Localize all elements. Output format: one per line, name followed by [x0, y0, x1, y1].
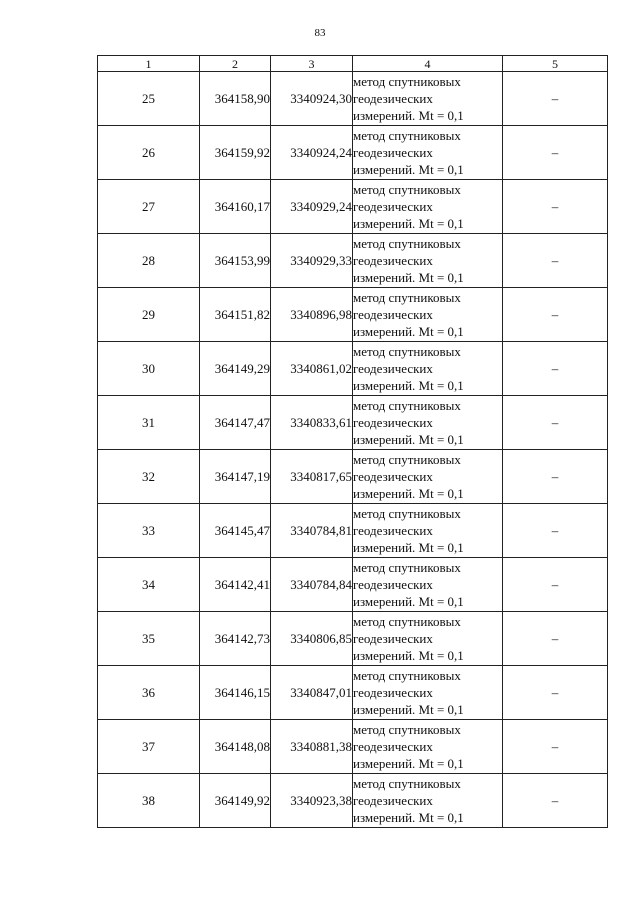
table-row	[98, 288, 608, 342]
point-number-cell: 28	[98, 234, 200, 288]
header-col-5: 5	[503, 56, 608, 72]
point-number-cell: 38	[98, 774, 200, 828]
y-coordinate-cell: 3340896,98	[271, 288, 353, 342]
y-coordinate-cell: 3340847,01	[271, 666, 353, 720]
coordinates-table	[97, 55, 608, 828]
method-cell	[353, 342, 503, 396]
method-line: измерений. Mt = 0,1	[353, 702, 464, 717]
point-number-cell: 37	[98, 720, 200, 774]
method-line: измерений. Mt = 0,1	[353, 810, 464, 825]
method-line: геодезических	[353, 523, 433, 538]
x-coordinate-cell: 364151,82	[200, 288, 271, 342]
method-line: метод спутниковых	[353, 344, 461, 359]
y-coordinate-cell: 3340861,02	[271, 342, 353, 396]
header-col-4: 4	[353, 56, 503, 72]
point-number-cell: 34	[98, 558, 200, 612]
x-coordinate-cell: 364160,17	[200, 180, 271, 234]
x-coordinate-cell: 364149,29	[200, 342, 271, 396]
method-line: геодезических	[353, 199, 433, 214]
y-coordinate-cell: 3340881,38	[271, 720, 353, 774]
method-line: метод спутниковых	[353, 290, 461, 305]
y-coordinate-cell: 3340806,85	[271, 612, 353, 666]
method-line: измерений. Mt = 0,1	[353, 756, 464, 771]
method-line: геодезических	[353, 91, 433, 106]
note-cell: –	[503, 342, 608, 396]
x-coordinate-cell: 364146,15	[200, 666, 271, 720]
table-row	[98, 666, 608, 720]
table-row	[98, 612, 608, 666]
note-cell: –	[503, 234, 608, 288]
method-line: геодезических	[353, 145, 433, 160]
method-line: геодезических	[353, 739, 433, 754]
method-cell	[353, 720, 503, 774]
y-coordinate-cell: 3340923,38	[271, 774, 353, 828]
x-coordinate-cell: 364158,90	[200, 72, 271, 126]
table-row	[98, 774, 608, 828]
method-cell	[353, 612, 503, 666]
method-cell	[353, 504, 503, 558]
method-line: измерений. Mt = 0,1	[353, 162, 464, 177]
y-coordinate-cell: 3340924,30	[271, 72, 353, 126]
table-row	[98, 126, 608, 180]
y-coordinate-cell: 3340817,65	[271, 450, 353, 504]
note-cell: –	[503, 666, 608, 720]
method-line: измерений. Mt = 0,1	[353, 486, 464, 501]
y-coordinate-cell: 3340929,33	[271, 234, 353, 288]
note-cell: –	[503, 558, 608, 612]
table-row	[98, 234, 608, 288]
table-row	[98, 342, 608, 396]
method-line: геодезических	[353, 577, 433, 592]
method-cell	[353, 234, 503, 288]
table-row	[98, 72, 608, 126]
y-coordinate-cell: 3340784,84	[271, 558, 353, 612]
note-cell: –	[503, 396, 608, 450]
method-line: метод спутниковых	[353, 74, 461, 89]
x-coordinate-cell: 364159,92	[200, 126, 271, 180]
method-cell	[353, 126, 503, 180]
method-line: измерений. Mt = 0,1	[353, 432, 464, 447]
table-row	[98, 720, 608, 774]
y-coordinate-cell: 3340929,24	[271, 180, 353, 234]
table-header-row	[98, 56, 608, 72]
method-line: метод спутниковых	[353, 722, 461, 737]
x-coordinate-cell: 364142,73	[200, 612, 271, 666]
method-cell	[353, 288, 503, 342]
method-line: измерений. Mt = 0,1	[353, 594, 464, 609]
table-row	[98, 504, 608, 558]
method-line: геодезических	[353, 361, 433, 376]
method-line: измерений. Mt = 0,1	[353, 270, 464, 285]
method-line: геодезических	[353, 793, 433, 808]
method-cell	[353, 558, 503, 612]
method-line: измерений. Mt = 0,1	[353, 216, 464, 231]
note-cell: –	[503, 774, 608, 828]
x-coordinate-cell: 364147,19	[200, 450, 271, 504]
y-coordinate-cell: 3340784,81	[271, 504, 353, 558]
method-line: метод спутниковых	[353, 182, 461, 197]
header-col-1: 1	[98, 56, 200, 72]
method-cell	[353, 774, 503, 828]
x-coordinate-cell: 364147,47	[200, 396, 271, 450]
x-coordinate-cell: 364153,99	[200, 234, 271, 288]
table-row	[98, 396, 608, 450]
method-line: метод спутниковых	[353, 236, 461, 251]
method-line: метод спутниковых	[353, 560, 461, 575]
header-col-2: 2	[200, 56, 271, 72]
method-cell	[353, 72, 503, 126]
method-line: измерений. Mt = 0,1	[353, 648, 464, 663]
method-cell	[353, 396, 503, 450]
table-body	[98, 72, 608, 828]
method-line: геодезических	[353, 307, 433, 322]
point-number-cell: 25	[98, 72, 200, 126]
method-line: геодезических	[353, 685, 433, 700]
method-line: метод спутниковых	[353, 614, 461, 629]
method-line: метод спутниковых	[353, 668, 461, 683]
x-coordinate-cell: 364145,47	[200, 504, 271, 558]
method-line: геодезических	[353, 253, 433, 268]
point-number-cell: 31	[98, 396, 200, 450]
method-line: измерений. Mt = 0,1	[353, 324, 464, 339]
point-number-cell: 26	[98, 126, 200, 180]
table-row	[98, 450, 608, 504]
x-coordinate-cell: 364149,92	[200, 774, 271, 828]
point-number-cell: 29	[98, 288, 200, 342]
note-cell: –	[503, 180, 608, 234]
method-line: метод спутниковых	[353, 452, 461, 467]
method-cell	[353, 450, 503, 504]
method-line: измерений. Mt = 0,1	[353, 378, 464, 393]
point-number-cell: 30	[98, 342, 200, 396]
method-line: геодезических	[353, 415, 433, 430]
note-cell: –	[503, 72, 608, 126]
table-row	[98, 180, 608, 234]
y-coordinate-cell: 3340833,61	[271, 396, 353, 450]
note-cell: –	[503, 612, 608, 666]
method-cell	[353, 180, 503, 234]
point-number-cell: 36	[98, 666, 200, 720]
method-line: геодезических	[353, 631, 433, 646]
point-number-cell: 33	[98, 504, 200, 558]
method-line: метод спутниковых	[353, 776, 461, 791]
method-line: метод спутниковых	[353, 128, 461, 143]
table-row	[98, 558, 608, 612]
note-cell: –	[503, 720, 608, 774]
method-line: метод спутниковых	[353, 398, 461, 413]
page-number: 83	[314, 27, 326, 39]
note-cell: –	[503, 126, 608, 180]
note-cell: –	[503, 450, 608, 504]
method-cell	[353, 666, 503, 720]
note-cell: –	[503, 504, 608, 558]
method-line: метод спутниковых	[353, 506, 461, 521]
method-line: измерений. Mt = 0,1	[353, 540, 464, 555]
note-cell: –	[503, 288, 608, 342]
method-line: геодезических	[353, 469, 433, 484]
x-coordinate-cell: 364142,41	[200, 558, 271, 612]
point-number-cell: 35	[98, 612, 200, 666]
point-number-cell: 27	[98, 180, 200, 234]
x-coordinate-cell: 364148,08	[200, 720, 271, 774]
header-col-3: 3	[271, 56, 353, 72]
y-coordinate-cell: 3340924,24	[271, 126, 353, 180]
point-number-cell: 32	[98, 450, 200, 504]
method-line: измерений. Mt = 0,1	[353, 108, 464, 123]
